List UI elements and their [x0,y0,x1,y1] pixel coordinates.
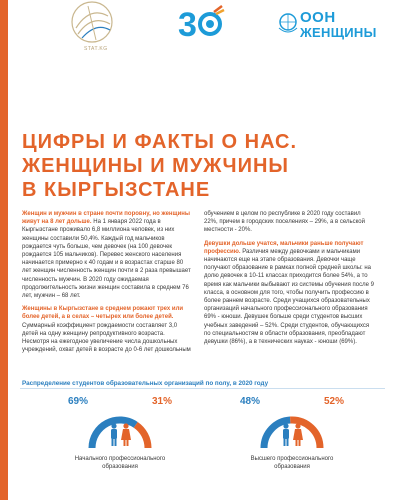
left-p2-highlight: Женщины в Кыргызстане в среднем рожают трех или более детей, а в селах – четырех или более детей. [22,306,184,321]
left-paragraph-2 [22,305,192,354]
chart2-woman-leg-l [296,440,298,446]
chart1-women-percent: 31% [151,396,173,407]
chart2-caption-line1: Высшего профессионального [250,456,334,462]
chart2-woman-leg-r [299,440,301,446]
chart1-woman-leg-l [124,440,126,446]
left-p1-text: На 1 января 2022 года в Кыргызстане проживало 6,8 миллиона человек, из них женщины составили 50,4%. Каждый год мальчиков рождается чуть больше, чем девочек (на 100 девочек рождается 105 мальчиков). Перевес женского населения начинается примерно к 40 годам и в возрастах старше 80 лет женщин численность женщин почти в 2 раза превышает численность мужчин. В 2020 году ожидаемая продолжительность жизни женщин составила в среднем 76 лет, мужчин – 68 лет. [22,219,191,300]
right-p1-text: обучением в целом по республике в 2020 году составил 22%, причем в городских поселениях – 29%, а в сельской местности - 20%. [204,211,365,234]
chart1-caption-line1: Начального профессионального [74,456,166,462]
right-text-column [204,210,376,351]
chart2-woman-dress [293,429,303,440]
chart2-man-leg-r [287,438,289,446]
chart-title: Распределение студентов образовательных организаций по полу, в 2020 году [22,380,269,387]
chart1-woman-head [123,423,128,428]
un-women-line2: ЖЕНЩИНЫ [300,25,377,40]
chart2-caption-line2: образования [274,464,310,470]
un-women-line1: ООН [300,9,336,26]
chart1-man-leg-l [112,438,114,446]
education-gender-charts [0,388,400,500]
stat-logo-text: STAT.KG [84,46,108,52]
chart2-woman-head [295,423,300,428]
chart2-men-percent: 48% [239,396,261,407]
chart1-men-percent: 69% [67,396,89,407]
chart2-woman-icon [293,423,303,446]
chart1-woman-dress [121,429,131,440]
chart1-man-body [111,429,117,439]
right-paragraph-1 [204,210,376,235]
left-p1-highlight: Женщин и мужчин в стране почти поровну, но женщины живут на 8 лет дольше. [22,211,191,226]
page-title [22,130,382,202]
chart2-women-percent: 52% [323,396,345,407]
left-p2-text: Суммарный коэффициент рождаемости составляет 3,0 детей на одну женщину репродуктивного возраста. Несмотря на ежегодное увеличение числа дошкольных учреждений, охват детей в возрасте до 0-6 лет дошкольным [22,322,191,354]
chart1-women-arc [136,425,148,448]
chart2-man-head [283,423,288,428]
chart1-woman-leg-r [127,440,129,446]
chart2-man-icon [283,423,289,446]
chart1-man-leg-r [115,438,117,446]
chart1-caption-line2: образования [102,464,138,470]
right-p2-text: Различия между девочками и мальчиками начинаются еще на этапе образования. Девочки чаще получают образование в рамках полной средней школы: на долю девочек в 10-11 классах приходится более 54%, а то время как мальчики выбывают из системы обучения после 9 класса, в основном для того, чтобы получить профессию в более раннем возрасте. Среди учащихся образовательных организаций начального профессионального образования 69% - юноши. Девушек больше среди студентов высших учебных заведений – 52%. Среди студентов, обучающихся по специальностям в области образования, преобладают девушки (86%), а в технических науках - юноши (69%). [204,248,374,346]
chart1-man-icon [111,423,117,446]
chart1-woman-icon [121,423,131,446]
right-p2-highlight: Девушки дольше учатся, мальчики раньше получают профессию. [204,240,364,255]
svg-text:3: 3 [178,6,197,42]
chart1-man-head [111,423,116,428]
un-30-logo [162,2,232,42]
left-paragraph-1 [22,210,192,300]
title-line-1: ЦИФРЫ И ФАКТЫ О НАС. [22,131,298,153]
title-line-2: ЖЕНЩИНЫ И МУЖЧИНЫ [22,155,289,177]
chart2-man-leg-l [284,438,286,446]
left-text-column [22,210,192,359]
title-line-3: В КЫРГЫЗСТАНЕ [22,179,211,201]
right-paragraph-2 [204,240,376,347]
chart2-man-body [283,429,289,439]
